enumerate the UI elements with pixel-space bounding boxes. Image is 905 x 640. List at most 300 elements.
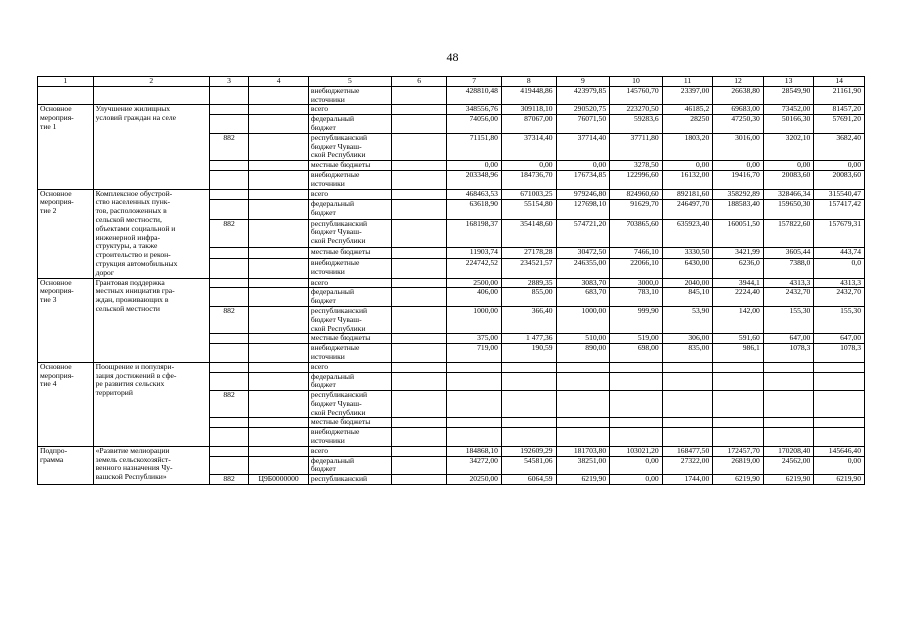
code-cell	[249, 170, 309, 189]
value-cell: 3278,50	[610, 161, 663, 171]
value-cell	[713, 418, 764, 428]
empty-cell	[391, 189, 447, 199]
source-cell: республиканский бюджет Чуваш- ской Республики	[308, 391, 391, 418]
source-cell: республиканский бюджет Чуваш- ской Республики	[308, 306, 391, 333]
value-cell: 443,74	[814, 248, 865, 258]
value-cell: 24562,00	[763, 456, 814, 475]
empty-cell	[391, 115, 447, 134]
value-cell: 6219,90	[763, 475, 814, 485]
empty-cell	[391, 248, 447, 258]
value-cell: 835,00	[662, 344, 713, 363]
value-cell: 4313,3	[814, 278, 865, 288]
value-cell: 698,00	[610, 344, 663, 363]
value-cell: 87067,00	[501, 115, 556, 134]
empty-cell	[391, 219, 447, 248]
code-cell: 882	[209, 475, 248, 485]
value-cell: 188583,40	[713, 199, 764, 219]
code-cell	[209, 199, 248, 219]
value-cell: 168477,50	[662, 446, 713, 456]
code-cell	[209, 189, 248, 199]
value-cell: 47250,30	[713, 115, 764, 134]
value-cell	[814, 391, 865, 418]
value-cell: 246355,00	[556, 258, 610, 278]
value-cell	[501, 372, 556, 391]
value-cell: 1 477,36	[501, 334, 556, 344]
code-cell	[249, 258, 309, 278]
value-cell: 246497,70	[662, 199, 713, 219]
value-cell: 145646,40	[814, 446, 865, 456]
value-cell	[662, 391, 713, 418]
value-cell: 145760,70	[610, 86, 663, 105]
value-cell	[447, 428, 502, 447]
value-cell: 0,00	[501, 161, 556, 171]
value-cell	[713, 362, 764, 372]
value-cell: 6236,0	[713, 258, 764, 278]
value-cell	[501, 362, 556, 372]
value-cell: 783,10	[610, 288, 663, 307]
source-cell: внебюджетные источники	[308, 428, 391, 447]
code-cell	[249, 334, 309, 344]
value-cell: 3682,40	[814, 133, 865, 160]
source-cell: всего	[308, 105, 391, 115]
value-cell	[814, 372, 865, 391]
value-cell: 1078,3	[814, 344, 865, 363]
value-cell	[556, 418, 610, 428]
value-cell: 328466,34	[763, 189, 814, 199]
value-cell: 3605,44	[763, 248, 814, 258]
header-cell: 1	[38, 77, 94, 87]
empty-cell	[391, 86, 447, 105]
value-cell: 2500,00	[447, 278, 502, 288]
value-cell	[610, 418, 663, 428]
value-cell: 574721,20	[556, 219, 610, 248]
header-cell: 4	[249, 77, 309, 87]
value-cell: 892181,60	[662, 189, 713, 199]
header-cell: 11	[662, 77, 713, 87]
value-cell: 160051,50	[713, 219, 764, 248]
header-row	[38, 77, 865, 87]
empty-cell	[391, 199, 447, 219]
value-cell: 181703,80	[556, 446, 610, 456]
code-cell	[249, 105, 309, 115]
value-cell: 0,00	[814, 161, 865, 171]
code-cell	[209, 115, 248, 134]
value-cell: 28250	[662, 115, 713, 134]
value-cell: 635923,40	[662, 219, 713, 248]
empty-cell	[391, 258, 447, 278]
value-cell: 3202,10	[763, 133, 814, 160]
value-cell: 591,60	[713, 334, 764, 344]
value-cell	[447, 418, 502, 428]
code-cell: 882	[209, 391, 248, 418]
value-cell: 23397,00	[662, 86, 713, 105]
value-cell: 190,59	[501, 344, 556, 363]
value-cell: 406,00	[447, 288, 502, 307]
measure-cell: Подпро- грамма	[38, 446, 94, 484]
value-cell	[447, 391, 502, 418]
value-cell: 0,00	[447, 161, 502, 171]
code-cell	[209, 334, 248, 344]
value-cell: 2224,40	[713, 288, 764, 307]
value-cell	[556, 372, 610, 391]
value-cell: 172457,70	[713, 446, 764, 456]
empty-cell	[391, 344, 447, 363]
value-cell	[610, 372, 663, 391]
value-cell: 157822,60	[763, 219, 814, 248]
source-cell: местные бюджеты	[308, 248, 391, 258]
value-cell: 73452,00	[763, 105, 814, 115]
value-cell: 127698,10	[556, 199, 610, 219]
value-cell: 26638,80	[713, 86, 764, 105]
value-cell: 683,70	[556, 288, 610, 307]
value-cell: 315540,47	[814, 189, 865, 199]
value-cell: 20083,60	[763, 170, 814, 189]
empty-cell	[391, 170, 447, 189]
code-cell	[249, 288, 309, 307]
code-cell	[209, 446, 248, 456]
table-row	[38, 446, 865, 456]
value-cell: 157679,31	[814, 219, 865, 248]
source-cell: местные бюджеты	[308, 161, 391, 171]
code-cell	[249, 199, 309, 219]
value-cell: 3944,1	[713, 278, 764, 288]
empty-cell	[391, 428, 447, 447]
code-cell	[249, 428, 309, 447]
value-cell: 6064,59	[501, 475, 556, 485]
value-cell: 354148,60	[501, 219, 556, 248]
header-cell: 10	[610, 77, 663, 87]
source-cell: всего	[308, 446, 391, 456]
measure-name-cell: Поощрение и популяри- зация достижений в сфе- ре развития сельских территорий	[93, 362, 209, 446]
header-cell: 6	[391, 77, 447, 87]
value-cell: 37711,80	[610, 133, 663, 160]
value-cell: 76071,50	[556, 115, 610, 134]
source-cell: внебюджетные источники	[308, 258, 391, 278]
empty-cell	[391, 278, 447, 288]
measure-cell: Основное мероприя- тие 1	[38, 105, 94, 189]
value-cell: 1000,00	[556, 306, 610, 333]
value-cell: 7466,10	[610, 248, 663, 258]
value-cell: 26819,00	[713, 456, 764, 475]
code-cell	[209, 105, 248, 115]
code-cell	[209, 161, 248, 171]
value-cell: 999,90	[610, 306, 663, 333]
code-cell	[209, 258, 248, 278]
code-cell	[209, 362, 248, 372]
value-cell: 54581,06	[501, 456, 556, 475]
header-cell: 12	[713, 77, 764, 87]
value-cell: 1744,00	[662, 475, 713, 485]
value-cell: 468463,53	[447, 189, 502, 199]
empty-cell	[391, 306, 447, 333]
value-cell	[662, 362, 713, 372]
value-cell: 890,00	[556, 344, 610, 363]
value-cell: 184736,70	[501, 170, 556, 189]
code-cell: Ц9Б0000000	[249, 475, 309, 485]
code-cell	[209, 86, 248, 105]
page-number: 48	[446, 50, 459, 64]
value-cell	[763, 362, 814, 372]
value-cell: 63618,90	[447, 199, 502, 219]
value-cell: 428810,48	[447, 86, 502, 105]
empty-cell	[391, 105, 447, 115]
code-cell	[249, 219, 309, 248]
value-cell	[814, 418, 865, 428]
value-cell: 309118,10	[501, 105, 556, 115]
code-cell	[209, 456, 248, 475]
source-cell: внебюджетные источники	[308, 170, 391, 189]
code-cell	[249, 456, 309, 475]
code-cell: 882	[209, 219, 248, 248]
measure-cell: Основное мероприя- тие 3	[38, 278, 94, 362]
value-cell: 0,00	[610, 475, 663, 485]
value-cell: 30472,50	[556, 248, 610, 258]
code-cell	[249, 344, 309, 363]
value-cell: 2432,70	[763, 288, 814, 307]
value-cell	[662, 372, 713, 391]
value-cell	[556, 428, 610, 447]
value-cell: 71151,80	[447, 133, 502, 160]
table-row	[38, 86, 865, 105]
value-cell: 192609,29	[501, 446, 556, 456]
value-cell: 419448,86	[501, 86, 556, 105]
value-cell: 176734,85	[556, 170, 610, 189]
value-cell: 28549,90	[763, 86, 814, 105]
header-cell: 5	[308, 77, 391, 87]
code-cell	[249, 306, 309, 333]
value-cell: 234521,57	[501, 258, 556, 278]
value-cell	[662, 428, 713, 447]
value-cell: 7388,0	[763, 258, 814, 278]
value-cell: 348556,76	[447, 105, 502, 115]
value-cell: 155,30	[763, 306, 814, 333]
value-cell: 2432,70	[814, 288, 865, 307]
code-cell	[209, 288, 248, 307]
value-cell: 2040,00	[662, 278, 713, 288]
code-cell	[249, 161, 309, 171]
value-cell: 223270,50	[610, 105, 663, 115]
source-cell: всего	[308, 362, 391, 372]
header-cell: 7	[447, 77, 502, 87]
value-cell: 53,90	[662, 306, 713, 333]
value-cell	[763, 372, 814, 391]
value-cell: 11903,74	[447, 248, 502, 258]
value-cell: 46185,2	[662, 105, 713, 115]
value-cell	[662, 418, 713, 428]
code-cell	[209, 418, 248, 428]
measure-name-cell: Комплексное обустрой- ство населенных пунк- тов, расположенных в сельской местности, объектами социальной и инженерной инфра- структуры, а также строительство и рекон- струкция автомобильных дорог	[93, 189, 209, 278]
value-cell: 6219,90	[556, 475, 610, 485]
source-cell: внебюджетные источники	[308, 344, 391, 363]
table-row	[38, 362, 865, 372]
value-cell: 375,00	[447, 334, 502, 344]
source-cell: республиканский	[308, 475, 391, 485]
value-cell: 6219,90	[713, 475, 764, 485]
value-cell	[610, 362, 663, 372]
code-cell	[249, 278, 309, 288]
code-cell	[209, 170, 248, 189]
empty-cell	[391, 133, 447, 160]
value-cell: 2889,35	[501, 278, 556, 288]
header-cell: 3	[209, 77, 248, 87]
empty-cell	[391, 334, 447, 344]
value-cell: 57691,20	[814, 115, 865, 134]
value-cell: 3421,99	[713, 248, 764, 258]
value-cell: 855,00	[501, 288, 556, 307]
value-cell: 22066,10	[610, 258, 663, 278]
value-cell: 203348,96	[447, 170, 502, 189]
table-row	[38, 189, 865, 199]
empty-cell	[391, 161, 447, 171]
value-cell: 4313,3	[763, 278, 814, 288]
value-cell: 21161,90	[814, 86, 865, 105]
code-cell	[249, 189, 309, 199]
empty-cell	[391, 288, 447, 307]
value-cell: 59283,6	[610, 115, 663, 134]
value-cell	[501, 418, 556, 428]
value-cell: 3083,70	[556, 278, 610, 288]
value-cell: 423979,85	[556, 86, 610, 105]
value-cell: 91629,70	[610, 199, 663, 219]
value-cell: 1000,00	[447, 306, 502, 333]
value-cell: 159650,30	[763, 199, 814, 219]
value-cell: 0,00	[610, 456, 663, 475]
value-cell: 1078,3	[763, 344, 814, 363]
source-cell: федеральный бюджет	[308, 199, 391, 219]
header-cell: 13	[763, 77, 814, 87]
measure-name-cell: Улучшение жилищных условий граждан на селе	[93, 105, 209, 189]
table-row	[38, 105, 865, 115]
value-cell: 157417,42	[814, 199, 865, 219]
value-cell: 50166,30	[763, 115, 814, 134]
code-cell: 882	[209, 133, 248, 160]
code-cell	[249, 362, 309, 372]
value-cell: 168198,37	[447, 219, 502, 248]
value-cell: 986,1	[713, 344, 764, 363]
table-row	[38, 278, 865, 288]
code-cell	[209, 248, 248, 258]
value-cell	[447, 372, 502, 391]
code-cell	[249, 446, 309, 456]
value-cell: 155,30	[814, 306, 865, 333]
value-cell: 519,00	[610, 334, 663, 344]
value-cell	[556, 391, 610, 418]
value-cell: 510,00	[556, 334, 610, 344]
value-cell: 20083,60	[814, 170, 865, 189]
value-cell: 358292,89	[713, 189, 764, 199]
code-cell	[249, 372, 309, 391]
source-cell: федеральный бюджет	[308, 372, 391, 391]
value-cell: 824960,60	[610, 189, 663, 199]
source-cell: внебюджетные источники	[308, 86, 391, 105]
source-cell: республиканский бюджет Чуваш- ской Республики	[308, 219, 391, 248]
code-cell	[249, 248, 309, 258]
value-cell: 647,00	[763, 334, 814, 344]
empty-cell	[391, 418, 447, 428]
value-cell	[763, 428, 814, 447]
measure-name-cell: Грантовая поддержка местных инициатив гра- ждан, проживающих в сельской местности	[93, 278, 209, 362]
value-cell: 74056,00	[447, 115, 502, 134]
value-cell	[713, 391, 764, 418]
value-cell	[763, 391, 814, 418]
value-cell: 81457,20	[814, 105, 865, 115]
code-cell	[209, 278, 248, 288]
value-cell: 19416,70	[713, 170, 764, 189]
source-cell: федеральный бюджет	[308, 115, 391, 134]
value-cell: 0,00	[556, 161, 610, 171]
value-cell: 306,00	[662, 334, 713, 344]
value-cell: 69683,00	[713, 105, 764, 115]
value-cell: 366,40	[501, 306, 556, 333]
value-cell: 142,00	[713, 306, 764, 333]
empty-cell	[391, 446, 447, 456]
value-cell: 703865,60	[610, 219, 663, 248]
empty-cell	[391, 475, 447, 485]
code-cell: 882	[209, 306, 248, 333]
value-cell: 3330,50	[662, 248, 713, 258]
value-cell	[447, 362, 502, 372]
value-cell: 6430,00	[662, 258, 713, 278]
measure-name-cell: «Развитие мелиорации земель сельскохозяйст- венного назначения Чу- вашской Республики»	[93, 446, 209, 484]
value-cell: 0,00	[763, 161, 814, 171]
value-cell	[763, 418, 814, 428]
code-cell	[249, 133, 309, 160]
value-cell: 3000,0	[610, 278, 663, 288]
source-cell: местные бюджеты	[308, 334, 391, 344]
value-cell: 0,0	[814, 258, 865, 278]
value-cell: 224742,52	[447, 258, 502, 278]
value-cell: 0,00	[662, 161, 713, 171]
value-cell	[501, 391, 556, 418]
empty-cell	[391, 372, 447, 391]
empty-cell	[391, 362, 447, 372]
measure-cell: Основное мероприя- тие 2	[38, 189, 94, 278]
value-cell: 37714,40	[556, 133, 610, 160]
header-cell: 8	[501, 77, 556, 87]
value-cell: 27322,00	[662, 456, 713, 475]
source-cell: местные бюджеты	[308, 418, 391, 428]
value-cell: 16132,00	[662, 170, 713, 189]
value-cell	[713, 372, 764, 391]
empty-cell	[391, 391, 447, 418]
value-cell	[814, 428, 865, 447]
header-cell: 2	[93, 77, 209, 87]
code-cell	[249, 115, 309, 134]
value-cell: 0,00	[814, 456, 865, 475]
code-cell	[209, 344, 248, 363]
code-cell	[249, 418, 309, 428]
value-cell: 170208,40	[763, 446, 814, 456]
empty-cell	[391, 456, 447, 475]
value-cell	[556, 362, 610, 372]
source-cell: всего	[308, 278, 391, 288]
value-cell: 38251,00	[556, 456, 610, 475]
source-cell: всего	[308, 189, 391, 199]
value-cell: 34272,00	[447, 456, 502, 475]
value-cell	[713, 428, 764, 447]
source-cell: федеральный бюджет	[308, 288, 391, 307]
header-cell: 9	[556, 77, 610, 87]
value-cell	[610, 428, 663, 447]
value-cell	[814, 362, 865, 372]
value-cell: 27178,28	[501, 248, 556, 258]
value-cell	[610, 391, 663, 418]
value-cell: 1803,20	[662, 133, 713, 160]
value-cell: 20250,00	[447, 475, 502, 485]
measure-cell	[38, 86, 94, 105]
code-cell	[209, 428, 248, 447]
code-cell	[209, 372, 248, 391]
